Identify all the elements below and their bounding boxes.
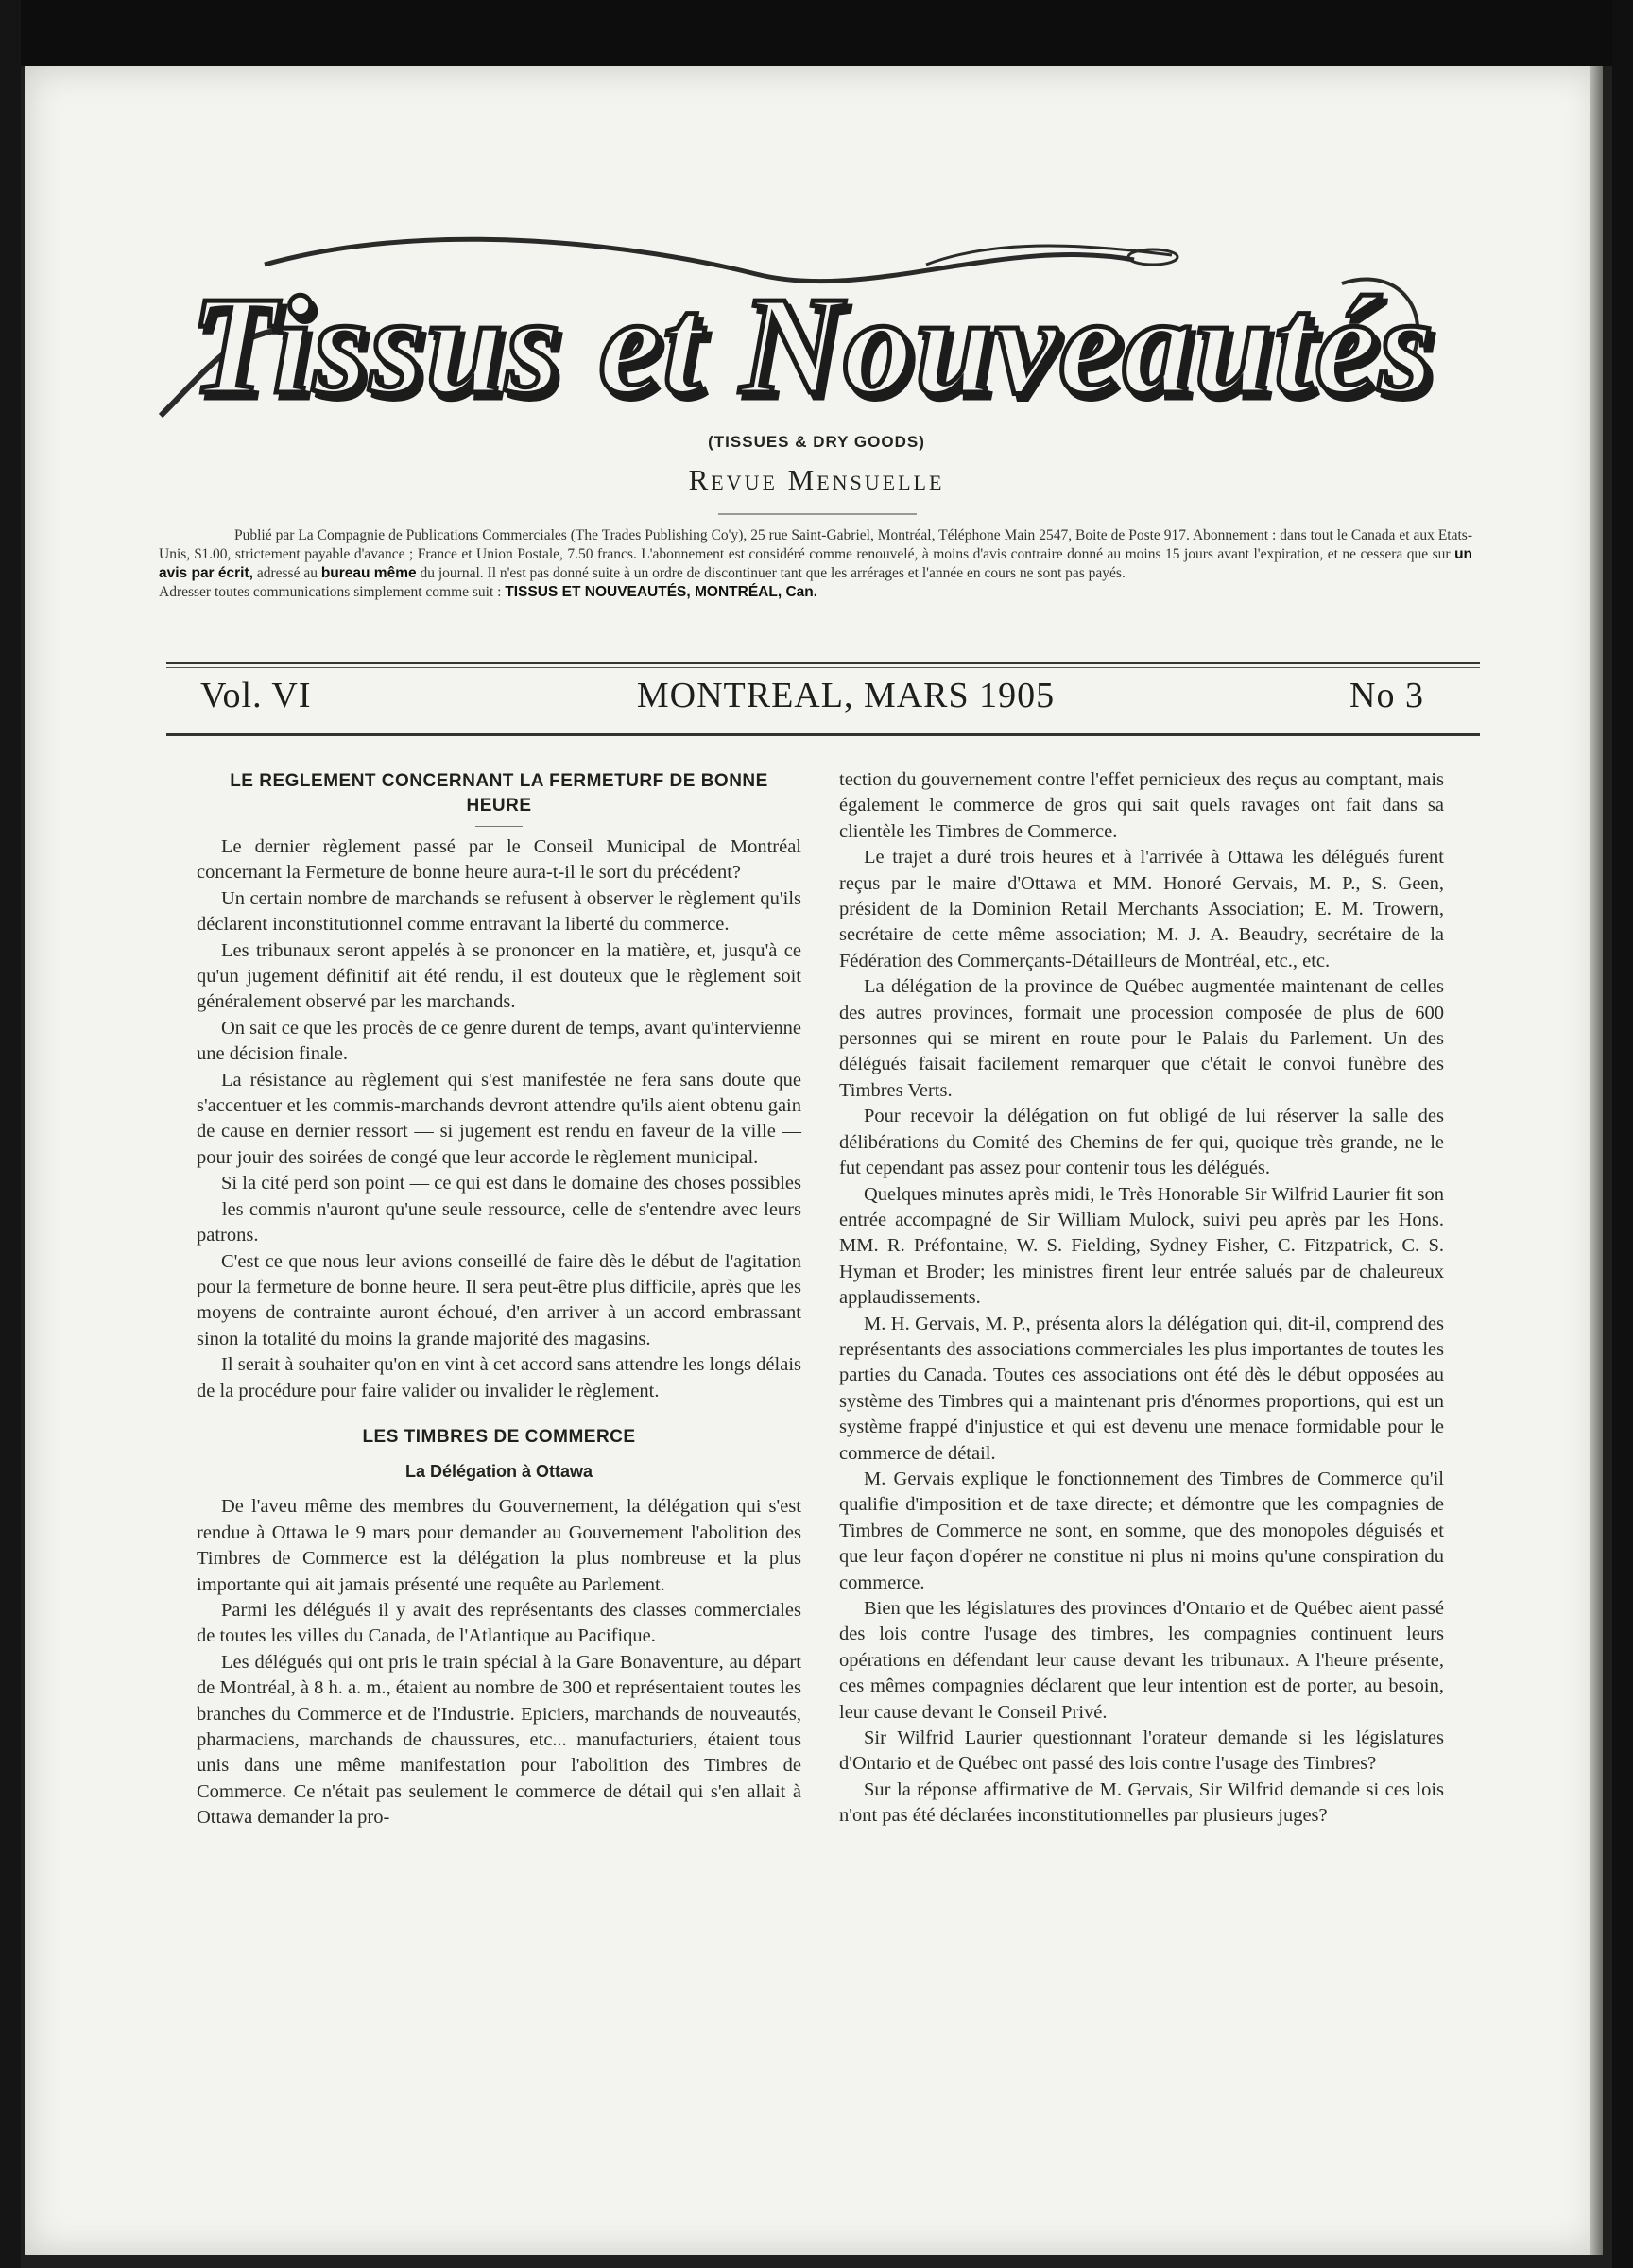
article-paragraph: On sait ce que les procès de ce genre durent de temps, avant qu'intervienne une décision finale.	[197, 1017, 801, 1065]
article-paragraph: Pour recevoir la délégation on fut obligé de lui réserver la salle des délibérations du Comité des Chemins de fer qui, quoique très grande, ne le fut cependant pas assez pour contenir tous les délégués.	[839, 1106, 1444, 1179]
article-paragraph: Bien que les législatures des provinces d'Ontario et de Québec aient passé des lois contre l'usage des timbres, les compagnies continuent leurs opérations en défendant leur cause devant les tribunaux. A l'heure présente, ces mêmes compagnies déclarent que leur intention est de porter, au besoin, leur cause devant le Conseil Privé.	[839, 1598, 1444, 1723]
scan-left-border	[0, 0, 21, 2268]
article-paragraph: tection du gouvernement contre l'effet pernicieux des reçus au comptant, mais également le commerce de gros qui sait quels ravages ont fait dans sa clientèle les Timbres de Commerce.	[839, 769, 1444, 842]
heading-rule	[475, 826, 523, 827]
article-paragraph: Quelques minutes après midi, le Très Honorable Sir Wilfrid Laurier fit son entrée accompagné de Sir William Mulock, suivi peu après par les Hons. MM. R. Préfontaine, W. S. Fielding, Sydney Fisher, C. Fitzpatrick, C. S. Hyman et Broder; les ministres firent leur entrée salués par de chaleureux applaudissements.	[839, 1183, 1444, 1309]
article-paragraph: Si la cité perd son point — ce qui est dans le domaine des choses possibles — les commis n'auront qu'une seule ressource, celle de s'entendre avec leurs patrons.	[197, 1173, 801, 1246]
article-paragraph: Les tribunaux seront appelés à se prononcer en la matière, et, jusqu'à ce qu'un jugement définitif ait été rendu, il est douteux que le règlement soit généralement observé par les marchands.	[197, 939, 801, 1013]
article-paragraph: Le trajet a duré trois heures et à l'arrivée à Ottawa les délégués furent reçus par le maire d'Ottawa et MM. Honoré Gervais, M. P., S. Geen, président de la Dominion Retail Merchants Association; E. M. Trowern, secrétaire de cette même association; M. J. A. Beaudry, secrétaire de la Fédération des Commerçants-Détailleurs de Montréal, etc., etc.	[839, 847, 1444, 971]
separator-rule	[718, 513, 917, 515]
volume-bar-top-rule	[166, 662, 1480, 664]
masthead-subtitle: (TISSUES & DRY GOODS)	[708, 433, 925, 451]
article-paragraph: Sur la réponse affirmative de M. Gervais, Sir Wilfrid demande si ces lois n'ont pas été déclarées inconstitutionnelles par plusieurs juges?	[839, 1778, 1444, 1827]
volume-number: Vol. VI	[200, 676, 312, 715]
volume-bar-top-rule-thin	[166, 667, 1480, 668]
article-paragraph: La délégation de la province de Québec augmentée maintenant de celles des autres provinces, formait une procession composée de plus de 600 personnes qui se mirent en route pour le Palais du Parlement. Un des délégués faisait facilement remarquer que c'était le convoi funèbre des Timbres Verts.	[839, 976, 1444, 1101]
article-paragraph: Parmi les délégués il y avait des représentants des classes commerciales de toutes les villes du Canada, de l'Atlantique au Pacifique.	[197, 1599, 801, 1647]
article-paragraph: Il serait à souhaiter qu'on en vint à cet accord sans attendre les longs délais de la procédure pour faire valider ou invalider le règlement.	[197, 1354, 801, 1401]
page-fold-shadow	[1590, 66, 1603, 2255]
article-paragraph: Sir Wilfrid Laurier questionnant l'orateur demande si les législatures d'Ontario et de Québec ont passé des lois contre l'usage des Timbres?	[839, 1727, 1444, 1775]
issue-place-date: MONTREAL, MARS 1905	[636, 676, 1056, 715]
article-paragraph: De l'aveu même des membres du Gouvernement, la délégation qui s'est rendue à Ottawa le 9 mars pour demander au Gouvernement l'abolition des Timbres de Commerce est la délégation la plus nombreuse et la plus importante qui ait jamais présenté une requête au Parlement.	[197, 1496, 801, 1595]
publisher-text-1: Publié par La Compagnie de Publications Commerciales (The Trades Publishing Co'y), 25 rue Saint-Gabriel, Montréal, Téléphone Main 2547, Boite de Poste 917. Abonnement : dans tout le Canada et aux Etats-Unis, $1.00, strictement payable d'avance ; France et Union Postale, 7.50 francs. L'abonnement est considéré comme renouvelé, à moins d'avis contraire donné au moins 15 jours avant l'expiration, et ne cessera que sur	[159, 527, 1472, 562]
publisher-bold-4: TISSUS ET NOUVEAUTÉS, MONTRÉAL, Can.	[505, 584, 818, 600]
article-paragraph: Les délégués qui ont pris le train spécial à la Gare Bonaventure, au départ de Montréal, à 8 h. a. m., étaient au nombre de 300 et représentaient toutes les branches du Commerce et de l'Industrie. Epiciers, marchands de nouveautés, pharmaciens, marchands de chaussures, etc... manufacturiers, étaient tous unis dans une même manifestation pour l'abolition des Timbres de Commerce. Ce n'était pas seulement le commerce de détail qui s'en allait à Ottawa demander la pro-	[197, 1651, 801, 1829]
publisher-bold-2: bureau même	[320, 565, 417, 581]
publisher-text-3: du journal. Il n'est pas donné suite à un ordre de discontinuer tant que les arrérages et l'année en cours ne sont pas payés.	[420, 565, 1126, 581]
column-right	[839, 767, 1444, 1830]
article-paragraph: La résistance au règlement qui s'est manifestée ne fera sans doute que s'accentuer et les commis-marchands devront attendre qu'ils aient obtenu gain de cause en dernier ressort — si jugement est rendu en faveur de la ville — pour jouir des soirées de congé que leur accorde le règlement municipal.	[197, 1069, 801, 1168]
publisher-info	[159, 526, 1472, 602]
article-subheading: La Délégation à Ottawa	[404, 1461, 593, 1481]
masthead-logo	[151, 227, 1474, 444]
volume-bar-bottom-rule	[166, 733, 1480, 736]
article-heading: LE REGLEMENT CONCERNANT LA FERMETURF DE BONNE HEURE	[230, 771, 768, 816]
article-heading: LES TIMBRES DE COMMERCE	[362, 1426, 636, 1447]
publisher-text-2: adressé au	[256, 565, 318, 581]
publisher-text-4: Adresser toutes communications simplement comme suit :	[159, 584, 502, 600]
article-paragraph: M. H. Gervais, M. P., présenta alors la délégation qui, dit-il, comprend des représentants des associations commerciales les plus importantes de toutes les parties du Canada. Toutes ces associations ont été dès le début opposées au système des Timbres qui a maintenant pris d'énormes proportions, qui est un système frappé d'injustice et qui est devenu une menace formidable pour le commerce de détail.	[839, 1313, 1444, 1464]
publisher-bold-1: un avis par écrit,	[159, 546, 1472, 581]
masthead-title: Tissus et Nouveautés	[190, 268, 1435, 423]
scan-top-border	[0, 0, 1633, 66]
article-paragraph: Le dernier règlement passé par le Conseil Municipal de Montréal concernant la Fermeture de bonne heure aura-t-il le sort du précédent?	[197, 836, 801, 884]
issue-number: No 3	[1349, 676, 1424, 715]
article-paragraph: C'est ce que nous leur avions conseillé de faire dès le début de l'agitation pour la fermeture de bonne heure. Il sera peut-être plus difficile, après que les moyens de contrainte auront échoué, d'en arriver à un accord embrassant sinon la totalité du moins la grande majorité des magasins.	[197, 1250, 801, 1349]
article-paragraph: M. Gervais explique le fonctionnement des Timbres de Commerce qu'il qualifie d'imposition et de taxe directe; et démontre que les compagnies de Timbres de Commerce ne sont, en somme, que des monopoles déguisés et que leur façon d'opérer ne constitue ni plus ni moins qu'une conspiration du commerce.	[839, 1468, 1444, 1593]
article-paragraph: Un certain nombre de marchands se refusent à observer le règlement qu'ils déclarent inconstitutionnel comme entravant la liberté du commerce.	[197, 887, 801, 936]
scan-right-border	[1612, 0, 1633, 2268]
masthead-revue: Revue Mensuelle	[688, 463, 945, 496]
column-left	[197, 756, 801, 1831]
